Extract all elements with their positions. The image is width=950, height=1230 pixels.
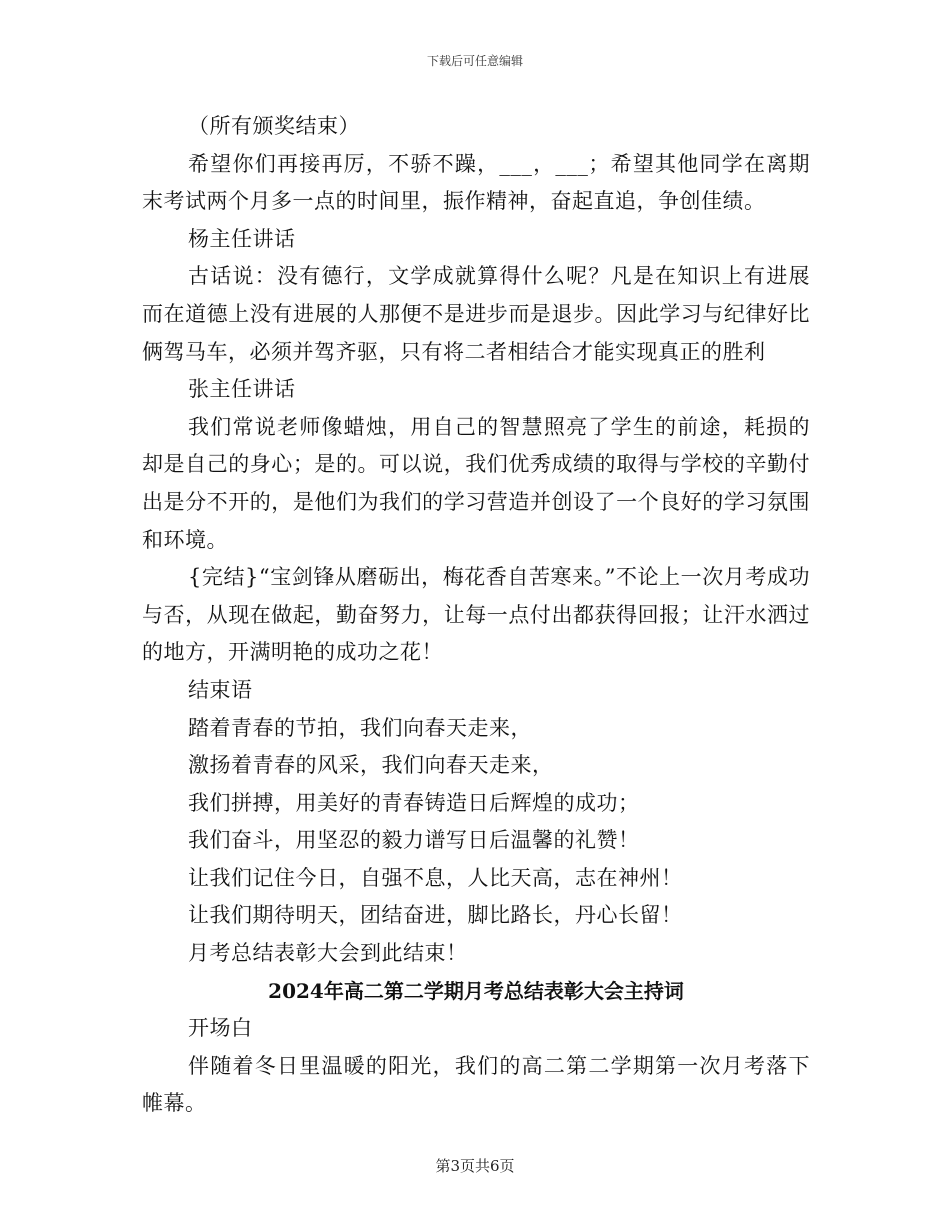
heading-director-yang: 杨主任讲话	[188, 226, 296, 251]
poem-line-4: 我们奋斗，用坚忍的毅力谱写日后温馨的礼赞！	[188, 828, 640, 853]
paragraph-hope: 希望你们再接再厉，不骄不躁，___，___；希望其他同学在离期末考试两个月多一点的时间里，振作精神，奋起直追，争创佳绩。	[142, 151, 810, 214]
paragraph-yang-speech: 古话说：没有德行，文学成就算得什么呢？凡是在知识上有进展而在道德上没有进展的人那便不是进步而是退步。因此学习与纪律好比俩驾马车，必须并驾齐驱，只有将二者相结合才能实现真正的胜利	[142, 264, 810, 364]
poem-line-1: 踏着青春的节拍，我们向春天走来，	[188, 715, 532, 740]
poem-line-3: 我们拼搏，用美好的青春铸造日后辉煌的成功；	[188, 790, 640, 815]
heading-closing-remarks: 结束语	[188, 677, 253, 702]
paragraph-meeting-end: 月考总结表彰大会到此结束！	[188, 941, 468, 966]
paragraph-zhang-speech: 我们常说老师像蜡烛，用自己的智慧照亮了学生的前途，耗损的却是自己的身心；是的。可以说，我们优秀成绩的取得与学校的辛勤付出是分不开的，是他们为我们的学习营造并创设了一个良好的学习氛围和环境。	[142, 414, 810, 552]
page-number: 第3页共6页	[435, 1157, 515, 1175]
paragraph-awards-end: （所有颁奖结束）	[188, 114, 360, 138]
paragraph-conclusion: {完结}“宝剑锋从磨砺出，梅花香自苦寒来。”不论上一次月考成功与否，从现在做起，勤奋努力，让每一点付出都获得回报；让汗水洒过的地方，开满明艳的成功之花！	[142, 565, 810, 665]
document-body	[142, 108, 810, 1123]
paragraph-opening: 伴随着冬日里温暖的阳光，我们的高二第二学期第一次月考落下帷幕。	[142, 1053, 810, 1116]
heading-director-zhang: 张主任讲话	[188, 377, 296, 402]
section-title: 2024年高二第二学期月考总结表彰大会主持词	[268, 978, 684, 1003]
heading-opening-remarks: 开场白	[188, 1016, 253, 1041]
header-note: 下载后可任意编辑	[426, 54, 523, 68]
poem-line-6: 让我们期待明天，团结奋进，脚比路长，丹心长留！	[188, 903, 683, 928]
poem-line-5: 让我们记住今日，自强不息，人比天高，志在神州！	[188, 865, 683, 890]
poem-line-2: 激扬着青春的风采，我们向春天走来，	[188, 753, 554, 778]
